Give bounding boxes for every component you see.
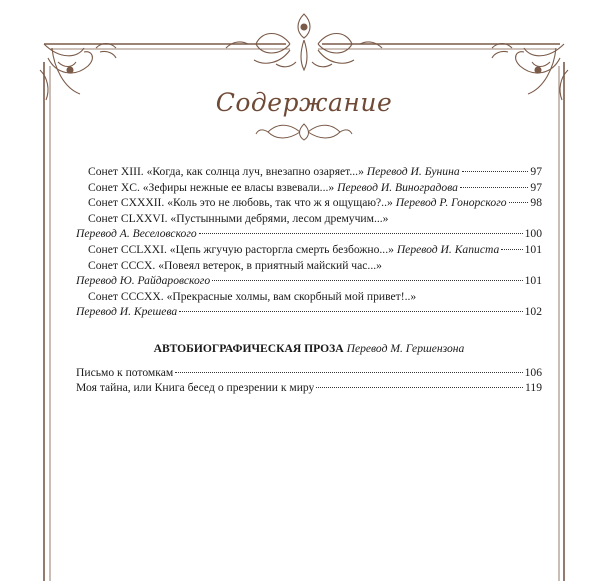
toc-entry <box>76 195 542 211</box>
entry-title: Сонет CLXXVI. «Пустынными дебрями, лесом дремучим...» <box>88 211 389 225</box>
entry-page: 102 <box>524 305 542 319</box>
title-divider-ornament <box>256 124 352 140</box>
entry-translator: Перевод И. Крешева <box>76 305 178 319</box>
dot-leader <box>212 280 522 281</box>
toc-entry <box>76 164 542 180</box>
dot-leader <box>462 171 529 172</box>
entry-page: 97 <box>530 165 542 178</box>
dot-leader <box>509 202 529 203</box>
dot-leader <box>175 372 522 373</box>
toc-entry <box>76 211 542 242</box>
entry-title: Моя тайна, или Книга бесед о презрении к миру <box>76 381 315 395</box>
toc-entry <box>76 365 542 381</box>
entry-title: Письмо к потомкам <box>76 365 174 379</box>
page-title: Содержание <box>215 88 393 117</box>
toc-entry <box>76 242 542 258</box>
entry-translator: Перевод И. Бунина <box>366 165 460 178</box>
entry-title: Сонет CCLXXI. «Цепь жгучую расторгла смерть безбожно...» <box>88 242 394 256</box>
section-translator: Перевод М. Гершензона <box>346 341 465 355</box>
entry-translator: Перевод Ю. Райдаровского <box>76 274 211 288</box>
dot-leader <box>460 187 528 188</box>
entry-page: 97 <box>530 180 542 194</box>
entry-title: Сонет XC. «Зефиры нежные ее власы взвевали...» <box>88 180 335 194</box>
toc-entry <box>76 258 542 289</box>
entry-title: Сонет CCCX. «Повеял ветерок, в приятный майский час...» <box>88 258 382 272</box>
toc-entry <box>76 289 542 320</box>
entry-translator: Перевод И. Каписта <box>396 242 500 256</box>
entry-page: 101 <box>524 274 542 288</box>
entry-title: Сонет XIII. «Когда, как солнца луч, внезапно озаряет...» <box>88 165 364 178</box>
entry-page: 119 <box>525 381 542 395</box>
dot-leader <box>179 311 522 312</box>
entry-translator: Перевод И. Виноградова <box>337 180 458 194</box>
dot-leader <box>199 233 523 234</box>
entry-title: Сонет CCCXX. «Прекрасные холмы, вам скорбный мой привет!..» <box>88 289 417 303</box>
section-title: АВТОБИОГРАФИЧЕСКАЯ ПРОЗА <box>153 341 344 355</box>
entry-translator: Перевод Р. Гонорского <box>395 196 507 210</box>
dot-leader <box>316 387 523 388</box>
entry-translator: Перевод А. Веселовского <box>76 227 197 241</box>
entry-page: 98 <box>530 196 542 210</box>
entry-page: 100 <box>524 227 542 241</box>
table-of-contents <box>76 164 542 396</box>
entry-title: Сонет CXXXII. «Коль это не любовь, так что ж я ощущаю?..» <box>88 196 393 210</box>
center-ornament <box>226 14 382 70</box>
section-heading <box>76 341 542 357</box>
entry-page: 106 <box>524 365 542 379</box>
dot-leader <box>501 249 522 250</box>
toc-entry <box>76 180 542 196</box>
entry-page: 101 <box>524 242 542 256</box>
toc-entry <box>76 380 542 396</box>
